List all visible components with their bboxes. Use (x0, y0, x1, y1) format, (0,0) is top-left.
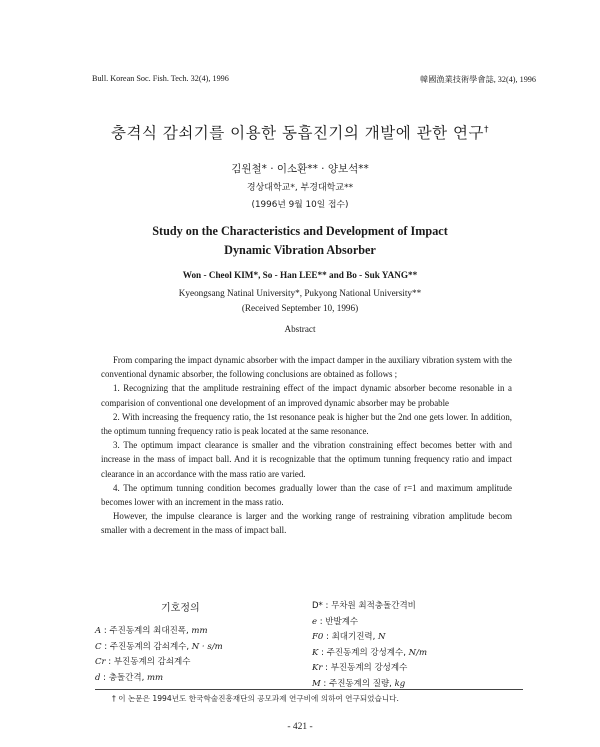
symbol-entry (312, 646, 427, 662)
symbol: Cr (95, 657, 106, 667)
symbol-entry (312, 615, 427, 631)
symbol-description: : 부진동계의 감쇠계수 (105, 657, 191, 667)
symbol-description: : 주진동계의 강성계수, (318, 647, 409, 658)
abstract-body (101, 353, 512, 538)
symbols-heading: 기호정의 (161, 603, 200, 614)
symbol: F0 (312, 632, 324, 642)
symbol: A (95, 626, 102, 636)
journal-header-korean: 韓國漁業技術學會誌, 32(4), 1996 (420, 75, 536, 84)
footnote: † 이 논문은 1994년도 한국학술진흥재단의 공모과제 연구비에 의하여 연구되었습니다. (112, 694, 399, 703)
symbol-entry (95, 640, 223, 656)
symbols-right-column (312, 599, 427, 692)
english-authors: Won - Cheol KIM*, So - Han LEE** and Bo - Suk YANG** (182, 270, 418, 280)
english-title-line1: Study on the Characteristics and Development of Impact (152, 224, 448, 238)
journal-header-english: Bull. Korean Soc. Fish. Tech. 32(4), 1996 (92, 74, 229, 83)
abstract-paragraph: 1. Recognizing that the amplitude restraining effect of the impact dynamic absorber become resonable in a comparision of conventional one development of an improved dynamic absorber may be probable (101, 383, 512, 408)
symbol-entry (95, 655, 223, 671)
korean-received-date: (1996년 9월 10일 접수) (251, 200, 349, 210)
english-title-line2: Dynamic Vibration Absorber (224, 243, 376, 257)
abstract-paragraph: From comparing the impact dynamic absorber with the impact damper in the auxiliary vibration system with the conventional dynamic absorber, the following conclusions are obtained as follows ; (101, 355, 512, 380)
symbol-description: : 주진동계의 감쇠계수, (101, 641, 192, 652)
symbol: e (312, 616, 318, 627)
korean-title-text: 충격식 감쇠기를 이용한 동흡진기의 개발에 관한 연구 (111, 124, 484, 142)
symbol-entry (312, 630, 427, 646)
footnote-divider (95, 689, 523, 690)
symbol-description: : 주진동계의 최대진폭, (101, 626, 192, 636)
symbol-unit: N · s/m (191, 641, 223, 652)
symbol: Kr (312, 663, 323, 673)
symbol-unit: N (378, 632, 386, 642)
symbol-description: : 주진동계의 질량, (320, 678, 395, 689)
symbol: M (312, 678, 321, 689)
symbol-description: : 최대기진력, (323, 632, 379, 642)
abstract-paragraph: However, the impulse clearance is larger and the working range of restraining vibration amplitude becom smaller with a decrement in the mass of impact ball. (101, 511, 512, 536)
abstract-paragraph: 3. The optimum impact clearance is smaller and the vibration constraining effect becomes better with and increase in the mass of impact ball. And it is recognizable that the optimum tunning frequency ratio and impact clearance in an accordance with the mass ratio are varied. (101, 440, 512, 479)
symbol-entry (312, 661, 427, 677)
title-footnote-mark: † (483, 124, 489, 135)
english-received-date: (Received September 10, 1996) (241, 303, 359, 313)
symbol-description: : 반발계수 (317, 616, 359, 627)
symbol-unit: kg (394, 678, 406, 689)
symbol: D* (312, 601, 323, 611)
symbol-unit: N/m (408, 647, 428, 658)
abstract-heading: Abstract (284, 324, 316, 334)
page-number: - 421 - (287, 722, 313, 732)
symbol: d (95, 672, 101, 683)
symbol: C (95, 641, 102, 652)
symbol: K (312, 647, 319, 658)
symbol-entry (312, 599, 427, 615)
symbol-entry (95, 671, 223, 687)
abstract-paragraph: 4. The optimum tunning condition becomes gradually lower than the case of r=1 and maximum amplitude becomes lower with an increment in the mass ratio. (101, 482, 512, 508)
abstract-paragraph: 2. With increasing the frequency ratio, the 1st resonance peak is higher but the 2nd one gets lower. In addition, the optimum tunning frequency ratio is peak located at the same resonance. (101, 411, 512, 437)
symbol-unit: mm (191, 626, 208, 636)
korean-authors: 김원철* · 이소환** · 양보석** (231, 163, 369, 175)
symbol-description: : 충돌간격, (100, 672, 147, 683)
symbol-unit: mm (146, 672, 164, 683)
symbol-description: : 부진동계의 강성계수 (322, 663, 408, 673)
symbol-entry (95, 624, 223, 640)
korean-affiliation: 경상대학교*, 부경대학교** (246, 183, 354, 193)
korean-title (0, 121, 600, 143)
symbols-left-column (95, 624, 223, 686)
symbol-description: : 무차원 최적충돌간격비 (322, 601, 416, 611)
english-affiliation: Kyeongsang Natinal University*, Pukyong National University** (178, 288, 422, 298)
